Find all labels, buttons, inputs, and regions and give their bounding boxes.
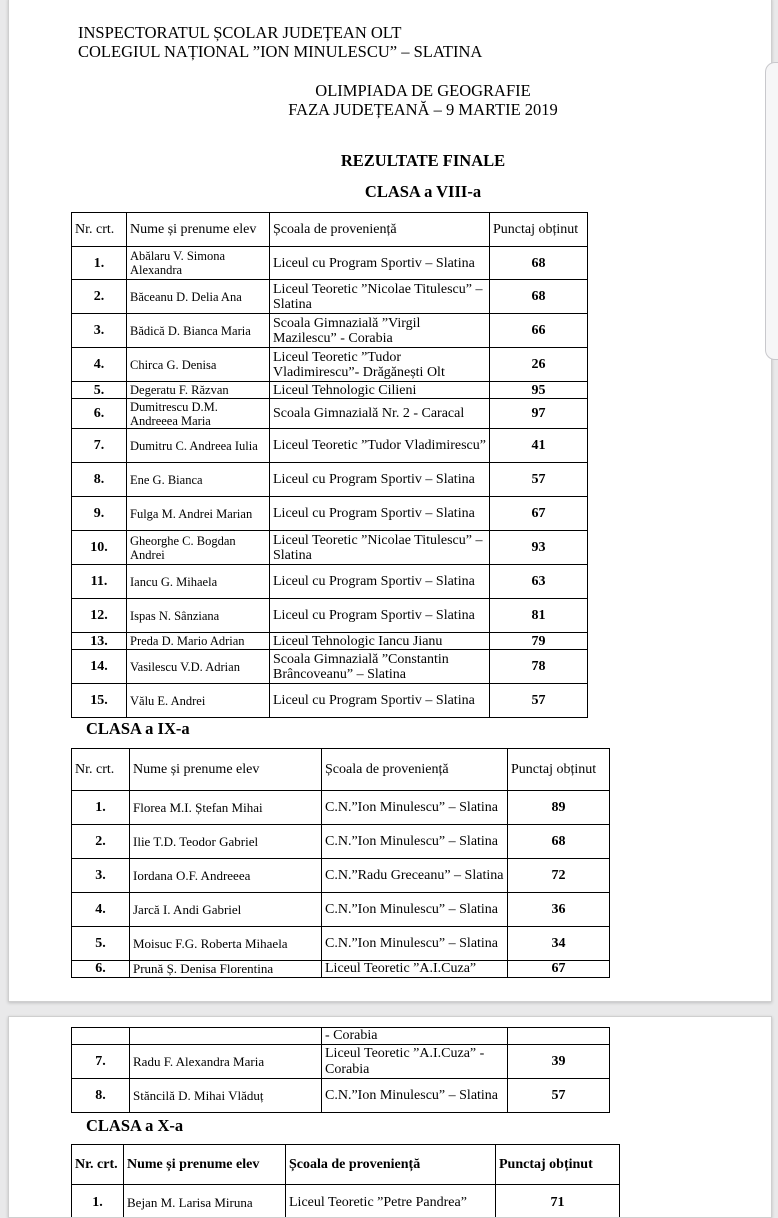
student-name: Vălu E. Andrei [127, 684, 270, 718]
student-name: Florea M.I. Ștefan Mihai [130, 791, 322, 825]
table-row [72, 1079, 610, 1113]
header-school: Școala de proveniență [286, 1145, 496, 1185]
header-points: Punctaj obținut [490, 213, 588, 247]
document-page-1 [8, 0, 772, 1002]
table-row [72, 497, 588, 531]
table-row [72, 1028, 610, 1045]
student-name: Ilie T.D. Teodor Gabriel [130, 825, 322, 859]
table-row [72, 280, 588, 314]
row-number: 1. [72, 1185, 124, 1218]
row-number: 5. [72, 927, 130, 961]
table-row [72, 825, 610, 859]
points-value: 36 [508, 893, 610, 927]
table-row [72, 893, 610, 927]
table-cell [508, 1028, 610, 1045]
points-value: 67 [490, 497, 588, 531]
table-row [72, 348, 588, 382]
student-name: Stăncilă D. Mihai Vlăduț [130, 1079, 322, 1113]
points-value: 34 [508, 927, 610, 961]
student-name: Iordana O.F. Andreeea [130, 859, 322, 893]
points-value: 79 [490, 633, 588, 650]
class-ix-table [71, 748, 610, 978]
points-value: 57 [508, 1079, 610, 1113]
row-number: 7. [72, 429, 127, 463]
table-row [72, 961, 610, 978]
student-name: Abălaru V. Simona Alexandra [127, 247, 270, 280]
student-name: Preda D. Mario Adrian [127, 633, 270, 650]
school-name: Scoala Gimnazială ”Virgil Mazilescu” - Corabia [270, 314, 490, 348]
points-value: 57 [490, 463, 588, 497]
results-title: REZULTATE FINALE [73, 151, 772, 171]
class-x-title: CLASA a X-a [86, 1116, 183, 1136]
school-name: Liceul Teoretic ”Petre Pandrea” [286, 1185, 496, 1218]
table-row [72, 565, 588, 599]
college-title: COLEGIUL NAȚIONAL ”ION MINULESCU” – SLATINA [78, 42, 482, 62]
table-header-row [72, 1145, 620, 1185]
school-name: Liceul Teoretic ”Nicolae Titulescu” – Slatina [270, 280, 490, 314]
school-name: Liceul Teoretic ”A.I.Cuza” - Corabia [322, 1045, 508, 1079]
document-page-2 [8, 1016, 772, 1218]
points-value: 78 [490, 650, 588, 684]
phase-date: FAZA JUDEȚEANĂ – 9 MARTIE 2019 [73, 100, 772, 120]
student-name: Iancu G. Mihaela [127, 565, 270, 599]
row-number: 15. [72, 684, 127, 718]
table-row [72, 599, 588, 633]
table-row [72, 382, 588, 399]
header-nr: Nr. crt. [72, 1145, 124, 1185]
row-number: 5. [72, 382, 127, 399]
school-cell: - Corabia [322, 1028, 508, 1045]
school-name: Liceul Teoretic ”Nicolae Titulescu” – Slatina [270, 531, 490, 565]
student-name: Moisuc F.G. Roberta Mihaela [130, 927, 322, 961]
row-number: 8. [72, 1079, 130, 1113]
school-name: Liceul Teoretic ”Tudor Vladimirescu”- Drăgănești Olt [270, 348, 490, 382]
row-number: 9. [72, 497, 127, 531]
points-value: 89 [508, 791, 610, 825]
table-row [72, 429, 588, 463]
points-value: 57 [490, 684, 588, 718]
school-name: C.N.”Ion Minulescu” – Slatina [322, 1079, 508, 1113]
row-number: 6. [72, 961, 130, 978]
school-name: Liceul Teoretic ”A.I.Cuza” [322, 961, 508, 978]
row-number: 7. [72, 1045, 130, 1079]
side-panel-handle[interactable] [765, 62, 778, 360]
points-value: 68 [508, 825, 610, 859]
points-value: 26 [490, 348, 588, 382]
school-name: C.N.”Radu Greceanu” – Slatina [322, 859, 508, 893]
school-name: Liceul cu Program Sportiv – Slatina [270, 497, 490, 531]
school-name: Liceul cu Program Sportiv – Slatina [270, 463, 490, 497]
table-row [72, 399, 588, 429]
table-row [72, 314, 588, 348]
row-number: 13. [72, 633, 127, 650]
points-value: 68 [490, 247, 588, 280]
header-points: Punctaj obținut [508, 749, 610, 791]
table-row [72, 247, 588, 280]
school-name: C.N.”Ion Minulescu” – Slatina [322, 791, 508, 825]
table-row [72, 791, 610, 825]
header-school: Școala de proveniență [322, 749, 508, 791]
table-header-row [72, 749, 610, 791]
points-value: 66 [490, 314, 588, 348]
class-ix-title: CLASA a IX-a [86, 719, 190, 739]
row-number: 11. [72, 565, 127, 599]
table-cell [130, 1028, 322, 1045]
student-name: Bejan M. Larisa Miruna [124, 1185, 286, 1218]
table-row [72, 463, 588, 497]
student-name: Ispas N. Sânziana [127, 599, 270, 633]
school-name: Liceul cu Program Sportiv – Slatina [270, 684, 490, 718]
student-name: Dumitrescu D.M. Andreeea Maria [127, 399, 270, 429]
school-name: Liceul cu Program Sportiv – Slatina [270, 565, 490, 599]
school-name: Scoala Gimnazială Nr. 2 - Caracal [270, 399, 490, 429]
row-number: 14. [72, 650, 127, 684]
header-school: Școala de proveniență [270, 213, 490, 247]
points-value: 71 [496, 1185, 620, 1218]
table-header-row [72, 213, 588, 247]
class-viii-title: CLASA a VIII-a [73, 182, 772, 202]
header-points: Punctaj obținut [496, 1145, 620, 1185]
points-value: 68 [490, 280, 588, 314]
row-number: 12. [72, 599, 127, 633]
row-number: 2. [72, 280, 127, 314]
table-cell [72, 1028, 130, 1045]
school-name: Liceul Tehnologic Iancu Jianu [270, 633, 490, 650]
student-name: Radu F. Alexandra Maria [130, 1045, 322, 1079]
row-number: 1. [72, 791, 130, 825]
header-name: Nume și prenume elev [130, 749, 322, 791]
row-number: 3. [72, 314, 127, 348]
table-row [72, 650, 588, 684]
inspectorate-title: INSPECTORATUL ȘCOLAR JUDEȚEAN OLT [78, 23, 401, 43]
student-name: Ene G. Bianca [127, 463, 270, 497]
points-value: 63 [490, 565, 588, 599]
row-number: 4. [72, 893, 130, 927]
class-ix-table-continued [71, 1027, 610, 1113]
school-name: Liceul cu Program Sportiv – Slatina [270, 247, 490, 280]
row-number: 6. [72, 399, 127, 429]
school-name: C.N.”Ion Minulescu” – Slatina [322, 927, 508, 961]
points-value: 67 [508, 961, 610, 978]
olympiad-title: OLIMPIADA DE GEOGRAFIE [73, 81, 772, 101]
school-name: Liceul Teoretic ”Tudor Vladimirescu” [270, 429, 490, 463]
school-name: Liceul cu Program Sportiv – Slatina [270, 599, 490, 633]
points-value: 93 [490, 531, 588, 565]
table-row [72, 1185, 620, 1218]
row-number: 1. [72, 247, 127, 280]
student-name: Dumitru C. Andreea Iulia [127, 429, 270, 463]
school-name: Liceul Tehnologic Cilieni [270, 382, 490, 399]
student-name: Jarcă I. Andi Gabriel [130, 893, 322, 927]
header-name: Nume și prenume elev [127, 213, 270, 247]
points-value: 39 [508, 1045, 610, 1079]
student-name: Degeratu F. Răzvan [127, 382, 270, 399]
points-value: 72 [508, 859, 610, 893]
table-row [72, 633, 588, 650]
student-name: Chirca G. Denisa [127, 348, 270, 382]
points-value: 81 [490, 599, 588, 633]
table-row [72, 684, 588, 718]
row-number: 8. [72, 463, 127, 497]
school-name: C.N.”Ion Minulescu” – Slatina [322, 825, 508, 859]
student-name: Băceanu D. Delia Ana [127, 280, 270, 314]
points-value: 97 [490, 399, 588, 429]
school-name: C.N.”Ion Minulescu” – Slatina [322, 893, 508, 927]
header-name: Nume și prenume elev [124, 1145, 286, 1185]
points-value: 95 [490, 382, 588, 399]
header-nr: Nr. crt. [72, 213, 127, 247]
class-x-table [71, 1144, 620, 1218]
table-row [72, 927, 610, 961]
row-number: 2. [72, 825, 130, 859]
table-row [72, 859, 610, 893]
row-number: 10. [72, 531, 127, 565]
row-number: 3. [72, 859, 130, 893]
table-row [72, 1045, 610, 1079]
row-number: 4. [72, 348, 127, 382]
header-nr: Nr. crt. [72, 749, 130, 791]
table-row [72, 531, 588, 565]
student-name: Bădică D. Bianca Maria [127, 314, 270, 348]
student-name: Prună Ș. Denisa Florentina [130, 961, 322, 978]
student-name: Vasilescu V.D. Adrian [127, 650, 270, 684]
school-name: Scoala Gimnazială ”Constantin Brâncoveanu” – Slatina [270, 650, 490, 684]
student-name: Gheorghe C. Bogdan Andrei [127, 531, 270, 565]
class-viii-table [71, 212, 588, 718]
points-value: 41 [490, 429, 588, 463]
student-name: Fulga M. Andrei Marian [127, 497, 270, 531]
